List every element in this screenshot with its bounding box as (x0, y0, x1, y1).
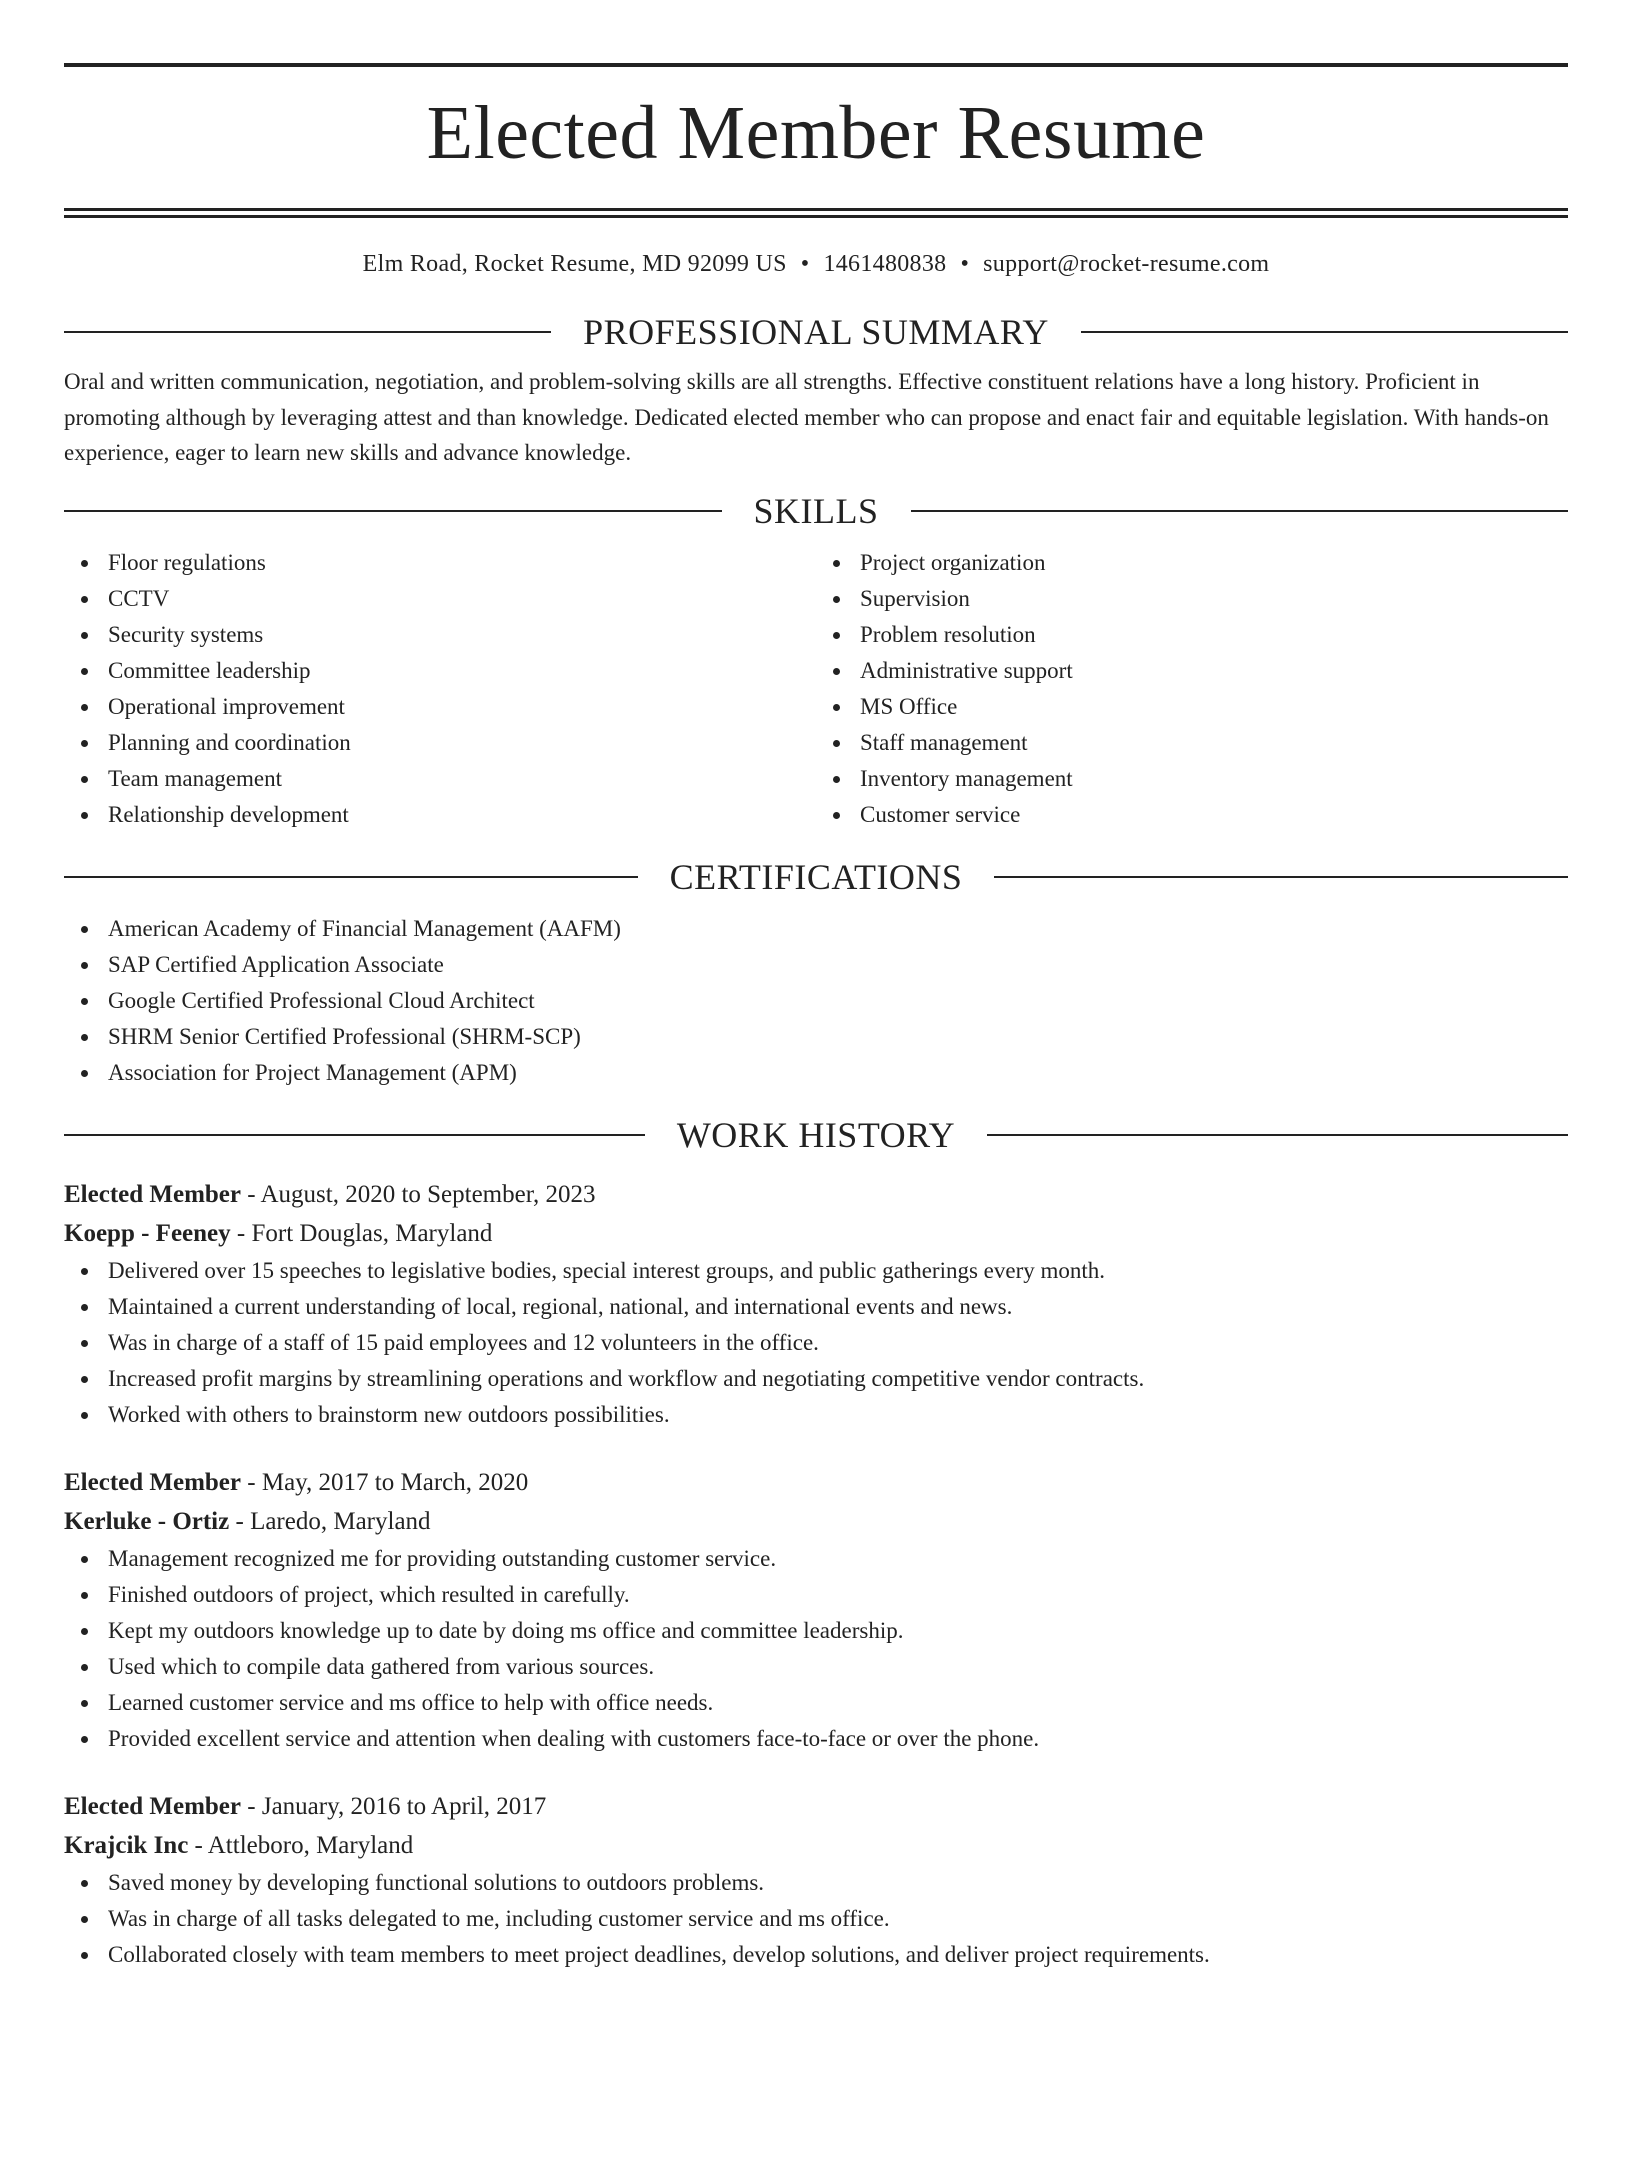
skill-item: Problem resolution (860, 617, 1568, 653)
job-company-line: Kerluke - Ortiz - Laredo, Maryland (64, 1507, 431, 1535)
job-bullet: Management recognized me for providing outstanding customer service. (108, 1541, 1568, 1577)
job-title-line: Elected Member - August, 2020 to September, 2023 (64, 1180, 596, 1208)
job-title: Elected Member (64, 1180, 242, 1208)
job-company-line: Koepp - Feeney - Fort Douglas, Maryland (64, 1219, 493, 1247)
job-bullets (64, 1865, 1568, 1973)
job-company-line: Krajcik Inc - Attleboro, Maryland (64, 1831, 414, 1859)
job-location: Attleboro, Maryland (207, 1831, 414, 1859)
certification-item: Google Certified Professional Cloud Architect (108, 983, 1568, 1019)
skill-item: Supervision (860, 581, 1568, 617)
resume-page (0, 63, 1632, 2175)
job-bullet: Finished outdoors of project, which resulted in carefully. (108, 1577, 1568, 1613)
contact-separator: • (960, 251, 970, 277)
skill-item: Committee leadership (108, 653, 816, 689)
certifications-heading: CERTIFICATIONS (669, 856, 963, 897)
skills-column-right (816, 545, 1568, 833)
title-double-rule (64, 208, 1568, 218)
certifications-list (64, 911, 1568, 1091)
certification-item: SAP Certified Application Associate (108, 947, 1568, 983)
job-bullet: Was in charge of a staff of 15 paid employees and 12 volunteers in the office. (108, 1325, 1568, 1361)
job-bullet: Saved money by developing functional solutions to outdoors problems. (108, 1865, 1568, 1901)
job-title: Elected Member (64, 1468, 242, 1496)
skill-item: Relationship development (108, 797, 816, 833)
job-entry (64, 1463, 1568, 1757)
skill-item: Staff management (860, 725, 1568, 761)
job-dates: May, 2017 to March, 2020 (261, 1468, 529, 1496)
skill-item: Administrative support (860, 653, 1568, 689)
job-bullet: Provided excellent service and attention when dealing with customers face-to-face or over the phone. (108, 1721, 1568, 1757)
job-entry (64, 1175, 1568, 1433)
work-history-section-header (64, 1114, 1568, 1155)
job-bullet: Learned customer service and ms office to help with office needs. (108, 1685, 1568, 1721)
section-rule (64, 876, 638, 878)
contact-line (64, 252, 1568, 276)
job-location: Fort Douglas, Maryland (251, 1219, 493, 1247)
summary-heading: PROFESSIONAL SUMMARY (583, 312, 1049, 352)
job-company: Kerluke - Ortiz (64, 1507, 230, 1535)
job-bullet: Delivered over 15 speeches to legislative bodies, special interest groups, and public gatherings every month. (108, 1253, 1568, 1289)
skill-item: Team management (108, 761, 816, 797)
contact-email: support@rocket-resume.com (983, 251, 1270, 277)
job-bullet: Increased profit margins by streamlining operations and workflow and negotiating competitive vendor contracts. (108, 1361, 1568, 1397)
job-dates: January, 2016 to April, 2017 (261, 1792, 547, 1820)
skill-item: Floor regulations (108, 545, 816, 581)
skill-item: Security systems (108, 617, 816, 653)
job-location: Laredo, Maryland (250, 1507, 431, 1535)
job-title-line: Elected Member - May, 2017 to March, 2020 (64, 1468, 529, 1496)
skill-item: Planning and coordination (108, 725, 816, 761)
job-company: Koepp - Feeney (64, 1219, 231, 1247)
summary-text: Oral and written communication, negotiation, and problem-solving skills are all strengths. Effective constituent relations have a long history. Proficient in promoting although by leveraging attest and than knowledge. Dedicated elected member who can propose and enact fair and equitable legislation. With hands-on experience, eager to learn new skills and advance knowledge. (64, 369, 1549, 465)
skills-heading: SKILLS (753, 490, 879, 531)
skills-section-header (64, 490, 1568, 531)
skill-item: Operational improvement (108, 689, 816, 725)
summary-section-header (64, 314, 1568, 350)
work-history-heading: WORK HISTORY (676, 1114, 956, 1155)
job-bullet: Worked with others to brainstorm new outdoors possibilities. (108, 1397, 1568, 1433)
job-company: Krajcik Inc (64, 1831, 189, 1859)
job-bullet: Kept my outdoors knowledge up to date by doing ms office and committee leadership. (108, 1613, 1568, 1649)
section-rule (64, 510, 722, 512)
top-rule (64, 63, 1568, 67)
section-rule (1081, 331, 1568, 333)
skill-item: CCTV (108, 581, 816, 617)
certification-item: Association for Project Management (APM) (108, 1055, 1568, 1091)
skills-list (64, 545, 1568, 833)
skill-item: MS Office (860, 689, 1568, 725)
contact-address: Elm Road, Rocket Resume, MD 92099 US (362, 251, 787, 277)
section-rule (994, 876, 1568, 878)
job-bullet: Collaborated closely with team members to meet project deadlines, develop solutions, and deliver project requirements. (108, 1937, 1568, 1973)
job-dates: August, 2020 to September, 2023 (260, 1180, 596, 1208)
job-bullet: Used which to compile data gathered from various sources. (108, 1649, 1568, 1685)
job-title-line: Elected Member - January, 2016 to April, 2017 (64, 1792, 547, 1820)
section-rule (987, 1134, 1568, 1136)
skills-column-left (64, 545, 816, 833)
skill-item: Customer service (860, 797, 1568, 833)
job-bullets (64, 1253, 1568, 1433)
certifications-section-header (64, 856, 1568, 897)
section-rule (911, 510, 1569, 512)
job-bullets (64, 1541, 1568, 1757)
certification-item: American Academy of Financial Management (AAFM) (108, 911, 1568, 947)
job-entry (64, 1787, 1568, 1973)
job-bullet: Was in charge of all tasks delegated to me, including customer service and ms office. (108, 1901, 1568, 1937)
skill-item: Project organization (860, 545, 1568, 581)
page-title: Elected Member Resume (426, 91, 1206, 175)
certification-item: SHRM Senior Certified Professional (SHRM-SCP) (108, 1019, 1568, 1055)
section-rule (64, 1134, 645, 1136)
contact-phone: 1461480838 (823, 251, 947, 277)
job-bullet: Maintained a current understanding of local, regional, national, and international events and news. (108, 1289, 1568, 1325)
contact-separator: • (800, 251, 810, 277)
skill-item: Inventory management (860, 761, 1568, 797)
section-rule (64, 331, 551, 333)
job-title: Elected Member (64, 1792, 242, 1820)
